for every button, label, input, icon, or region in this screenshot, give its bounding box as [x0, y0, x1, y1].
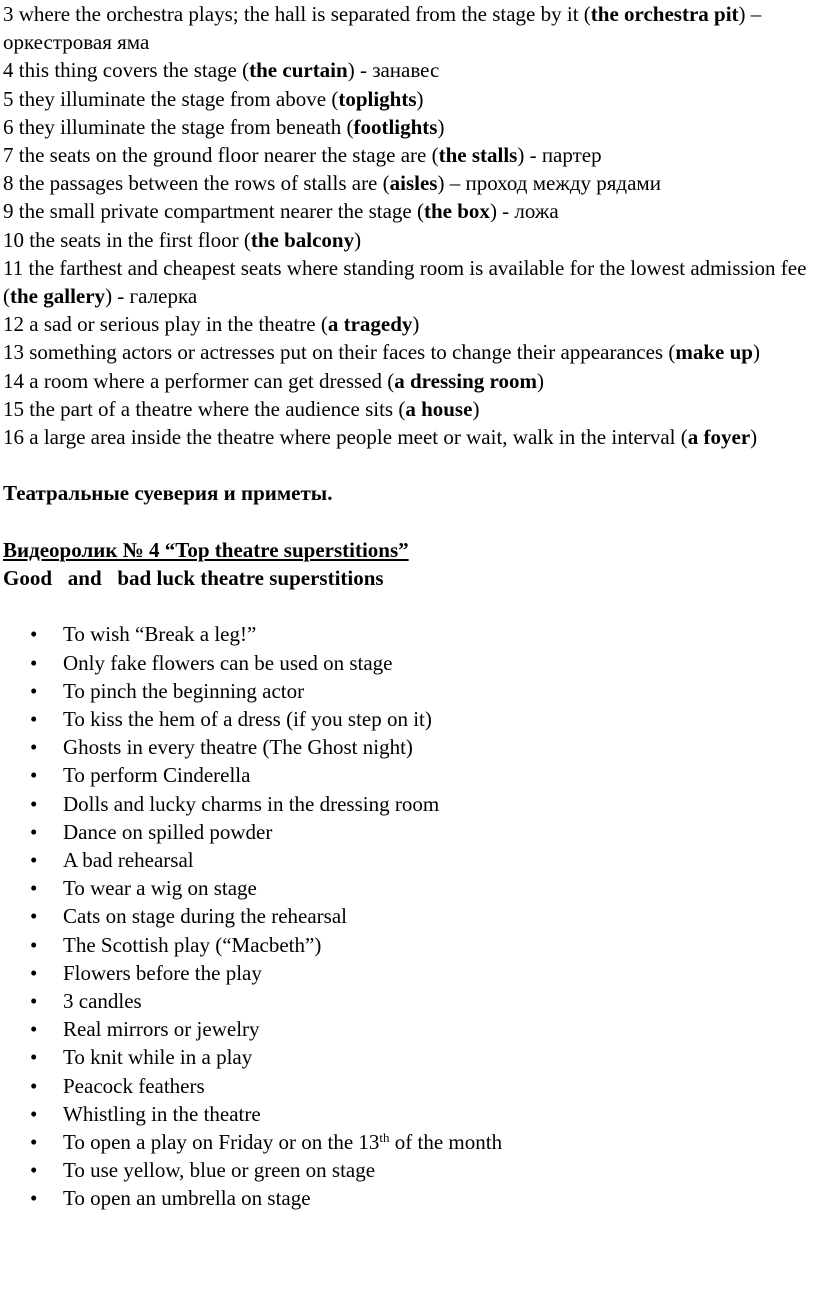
vocab-definition: where the orchestra plays; the hall is separated from the stage by it ( [13, 2, 591, 26]
vocab-term: aisles [389, 171, 438, 196]
vocab-term: the curtain [249, 58, 348, 83]
superstition-item [3, 931, 810, 959]
vocab-term: footlights [353, 114, 438, 139]
vocabulary-list [3, 0, 810, 451]
superstition-item [3, 790, 810, 818]
bullet-icon: • [30, 735, 38, 760]
bullet-icon: • [30, 1186, 38, 1211]
spacer [3, 451, 810, 479]
bullet-icon: • [30, 876, 38, 901]
video-title: Видеоролик № 4 “Top theatre superstitions” [3, 537, 409, 562]
bullet-icon: • [30, 1045, 38, 1070]
superstition-item [3, 1072, 810, 1100]
vocab-item [3, 56, 810, 84]
vocab-item [3, 113, 810, 141]
vocab-translation: ) - ложа [489, 199, 559, 224]
vocab-number: 7 [3, 143, 14, 168]
vocab-item [3, 197, 810, 225]
superstition-item [3, 1156, 810, 1184]
bullet-icon: • [30, 960, 38, 985]
bullet-icon: • [30, 622, 38, 647]
bullet-icon: • [30, 989, 38, 1014]
vocab-item [3, 226, 810, 254]
vocab-number: 3 [3, 2, 14, 26]
vocab-number: 15 [3, 396, 24, 421]
superstition-text: Cats on stage during the rehearsal [63, 904, 347, 929]
vocab-translation: ) - галерка [105, 284, 198, 309]
superstition-text: Real mirrors or jewelry [63, 1017, 260, 1042]
spacer [3, 592, 810, 620]
vocab-definition: they illuminate the stage from above ( [13, 86, 339, 111]
bullet-icon: • [30, 791, 38, 816]
superstition-text: To wish “Break a leg!” [63, 622, 257, 647]
vocab-definition: a large area inside the theatre where people meet or wait, walk in the interval ( [24, 425, 688, 450]
vocab-number: 10 [3, 227, 24, 252]
bullet-icon: • [30, 1073, 38, 1098]
vocab-translation: ) [536, 368, 544, 393]
vocab-item [3, 0, 810, 56]
vocab-item [3, 423, 810, 451]
vocab-definition: a room where a performer can get dressed ( [24, 368, 395, 393]
bullet-icon: • [30, 848, 38, 873]
superstition-text: To wear a wig on stage [63, 876, 257, 901]
superstition-item [3, 987, 810, 1015]
vocab-definition: they illuminate the stage from beneath ( [13, 114, 354, 139]
vocab-number: 8 [3, 171, 14, 196]
vocab-number: 16 [3, 425, 24, 450]
vocab-term: the box [424, 199, 490, 224]
vocab-number: 12 [3, 312, 24, 337]
bullet-icon: • [30, 904, 38, 929]
vocab-term: the balcony [250, 227, 355, 252]
superstition-item [3, 649, 810, 677]
bullet-icon: • [30, 763, 38, 788]
superstition-text: of the month [389, 1130, 503, 1155]
vocab-translation: ) [416, 86, 424, 111]
subtitle: Good and bad luck theatre superstitions [3, 566, 384, 591]
superstition-text: Dolls and lucky charms in the dressing room [63, 791, 440, 816]
bullet-icon: • [30, 932, 38, 957]
superstition-text: Flowers before the play [63, 960, 262, 985]
vocab-item [3, 141, 810, 169]
vocab-translation: ) [752, 340, 760, 365]
superstition-item [3, 1043, 810, 1071]
vocab-item [3, 169, 810, 197]
vocab-number: 14 [3, 368, 24, 393]
superstition-item [3, 1015, 810, 1043]
spacer [3, 508, 810, 536]
vocab-number: 4 [3, 58, 14, 83]
vocab-definition: something actors or actresses put on their faces to change their appearances ( [24, 340, 676, 365]
vocab-term: the stalls [438, 143, 518, 168]
superstition-item [3, 1128, 810, 1156]
superstition-text: Only fake flowers can be used on stage [63, 650, 393, 675]
superstition-text: To knit while in a play [63, 1045, 253, 1070]
vocab-definition: this thing covers the stage ( [13, 58, 250, 83]
vocab-definition: the small private compartment nearer the stage ( [13, 199, 424, 224]
vocab-item [3, 395, 810, 423]
superstition-text: To open a play on Friday or on the 13 [63, 1130, 380, 1155]
superstition-item [3, 846, 810, 874]
superstition-text: A bad rehearsal [63, 848, 194, 873]
vocab-translation: ) [412, 312, 420, 337]
vocab-term: the gallery [10, 284, 106, 309]
vocab-translation: ) [437, 114, 445, 139]
bullet-icon: • [30, 1130, 38, 1155]
vocab-translation: ) [354, 227, 362, 252]
superstition-item [3, 1184, 810, 1212]
superstition-text: To pinch the beginning actor [63, 678, 305, 703]
superstition-item [3, 1100, 810, 1128]
superstition-item [3, 874, 810, 902]
vocab-term: a dressing room [394, 368, 537, 393]
superstition-text: To kiss the hem of a dress (if you step on it) [63, 707, 432, 732]
bullet-icon: • [30, 678, 38, 703]
vocab-translation: ) [750, 425, 758, 450]
vocab-item [3, 367, 810, 395]
vocab-term: a tragedy [327, 312, 413, 337]
vocab-definition: the seats in the first floor ( [24, 227, 251, 252]
bullet-icon: • [30, 1101, 38, 1126]
superstition-text: To perform Cinderella [63, 763, 251, 788]
section-heading: Театральные суеверия и приметы. [3, 481, 333, 506]
vocab-definition: the farthest and cheapest seats where standing room is available for the lowest admission fee ( [3, 255, 807, 309]
superstition-text: Dance on spilled powder [63, 819, 273, 844]
vocab-term: the orchestra pit [590, 2, 739, 26]
vocab-number: 5 [3, 86, 14, 111]
superstition-text: Whistling in the theatre [63, 1101, 261, 1126]
vocab-item [3, 254, 810, 310]
ordinal-suffix: th [379, 1130, 390, 1146]
superstition-item [3, 818, 810, 846]
vocab-number: 11 [3, 255, 24, 280]
superstition-item [3, 705, 810, 733]
superstition-text: The Scottish play (“Macbeth”) [63, 932, 322, 957]
vocab-number: 13 [3, 340, 24, 365]
bullet-icon: • [30, 819, 38, 844]
vocab-translation: ) – оркестровая яма [3, 2, 762, 55]
superstition-text: Peacock feathers [63, 1073, 205, 1098]
vocab-number: 9 [3, 199, 14, 224]
vocab-number: 6 [3, 114, 14, 139]
vocab-term: make up [675, 340, 753, 365]
bullet-icon: • [30, 1158, 38, 1183]
bullet-icon: • [30, 650, 38, 675]
bullet-icon: • [30, 707, 38, 732]
vocab-translation: ) - занавес [347, 58, 440, 83]
vocab-term: toplights [338, 86, 417, 111]
superstition-text: To use yellow, blue or green on stage [63, 1158, 376, 1183]
superstition-item [3, 761, 810, 789]
vocab-item [3, 85, 810, 113]
superstitions-list [3, 620, 810, 1212]
superstition-item [3, 677, 810, 705]
vocab-translation: ) – проход между рядами [437, 171, 661, 196]
vocab-definition: the passages between the rows of stalls are ( [13, 171, 390, 196]
vocab-definition: the part of a theatre where the audience sits ( [24, 396, 406, 421]
vocab-definition: a sad or serious play in the theatre ( [24, 312, 328, 337]
superstition-text: Ghosts in every theatre (The Ghost night) [63, 735, 413, 760]
superstition-text: 3 candles [63, 989, 142, 1014]
vocab-term: a foyer [687, 425, 751, 450]
vocab-translation: ) [472, 396, 480, 421]
superstition-item [3, 733, 810, 761]
vocab-term: a house [405, 396, 473, 421]
superstition-text: To open an umbrella on stage [63, 1186, 311, 1211]
vocab-item [3, 310, 810, 338]
superstition-item [3, 959, 810, 987]
bullet-icon: • [30, 1017, 38, 1042]
superstition-item [3, 620, 810, 648]
superstition-item [3, 902, 810, 930]
vocab-translation: ) - партер [517, 143, 602, 168]
vocab-definition: the seats on the ground floor nearer the stage are ( [13, 143, 439, 168]
vocab-item [3, 338, 810, 366]
